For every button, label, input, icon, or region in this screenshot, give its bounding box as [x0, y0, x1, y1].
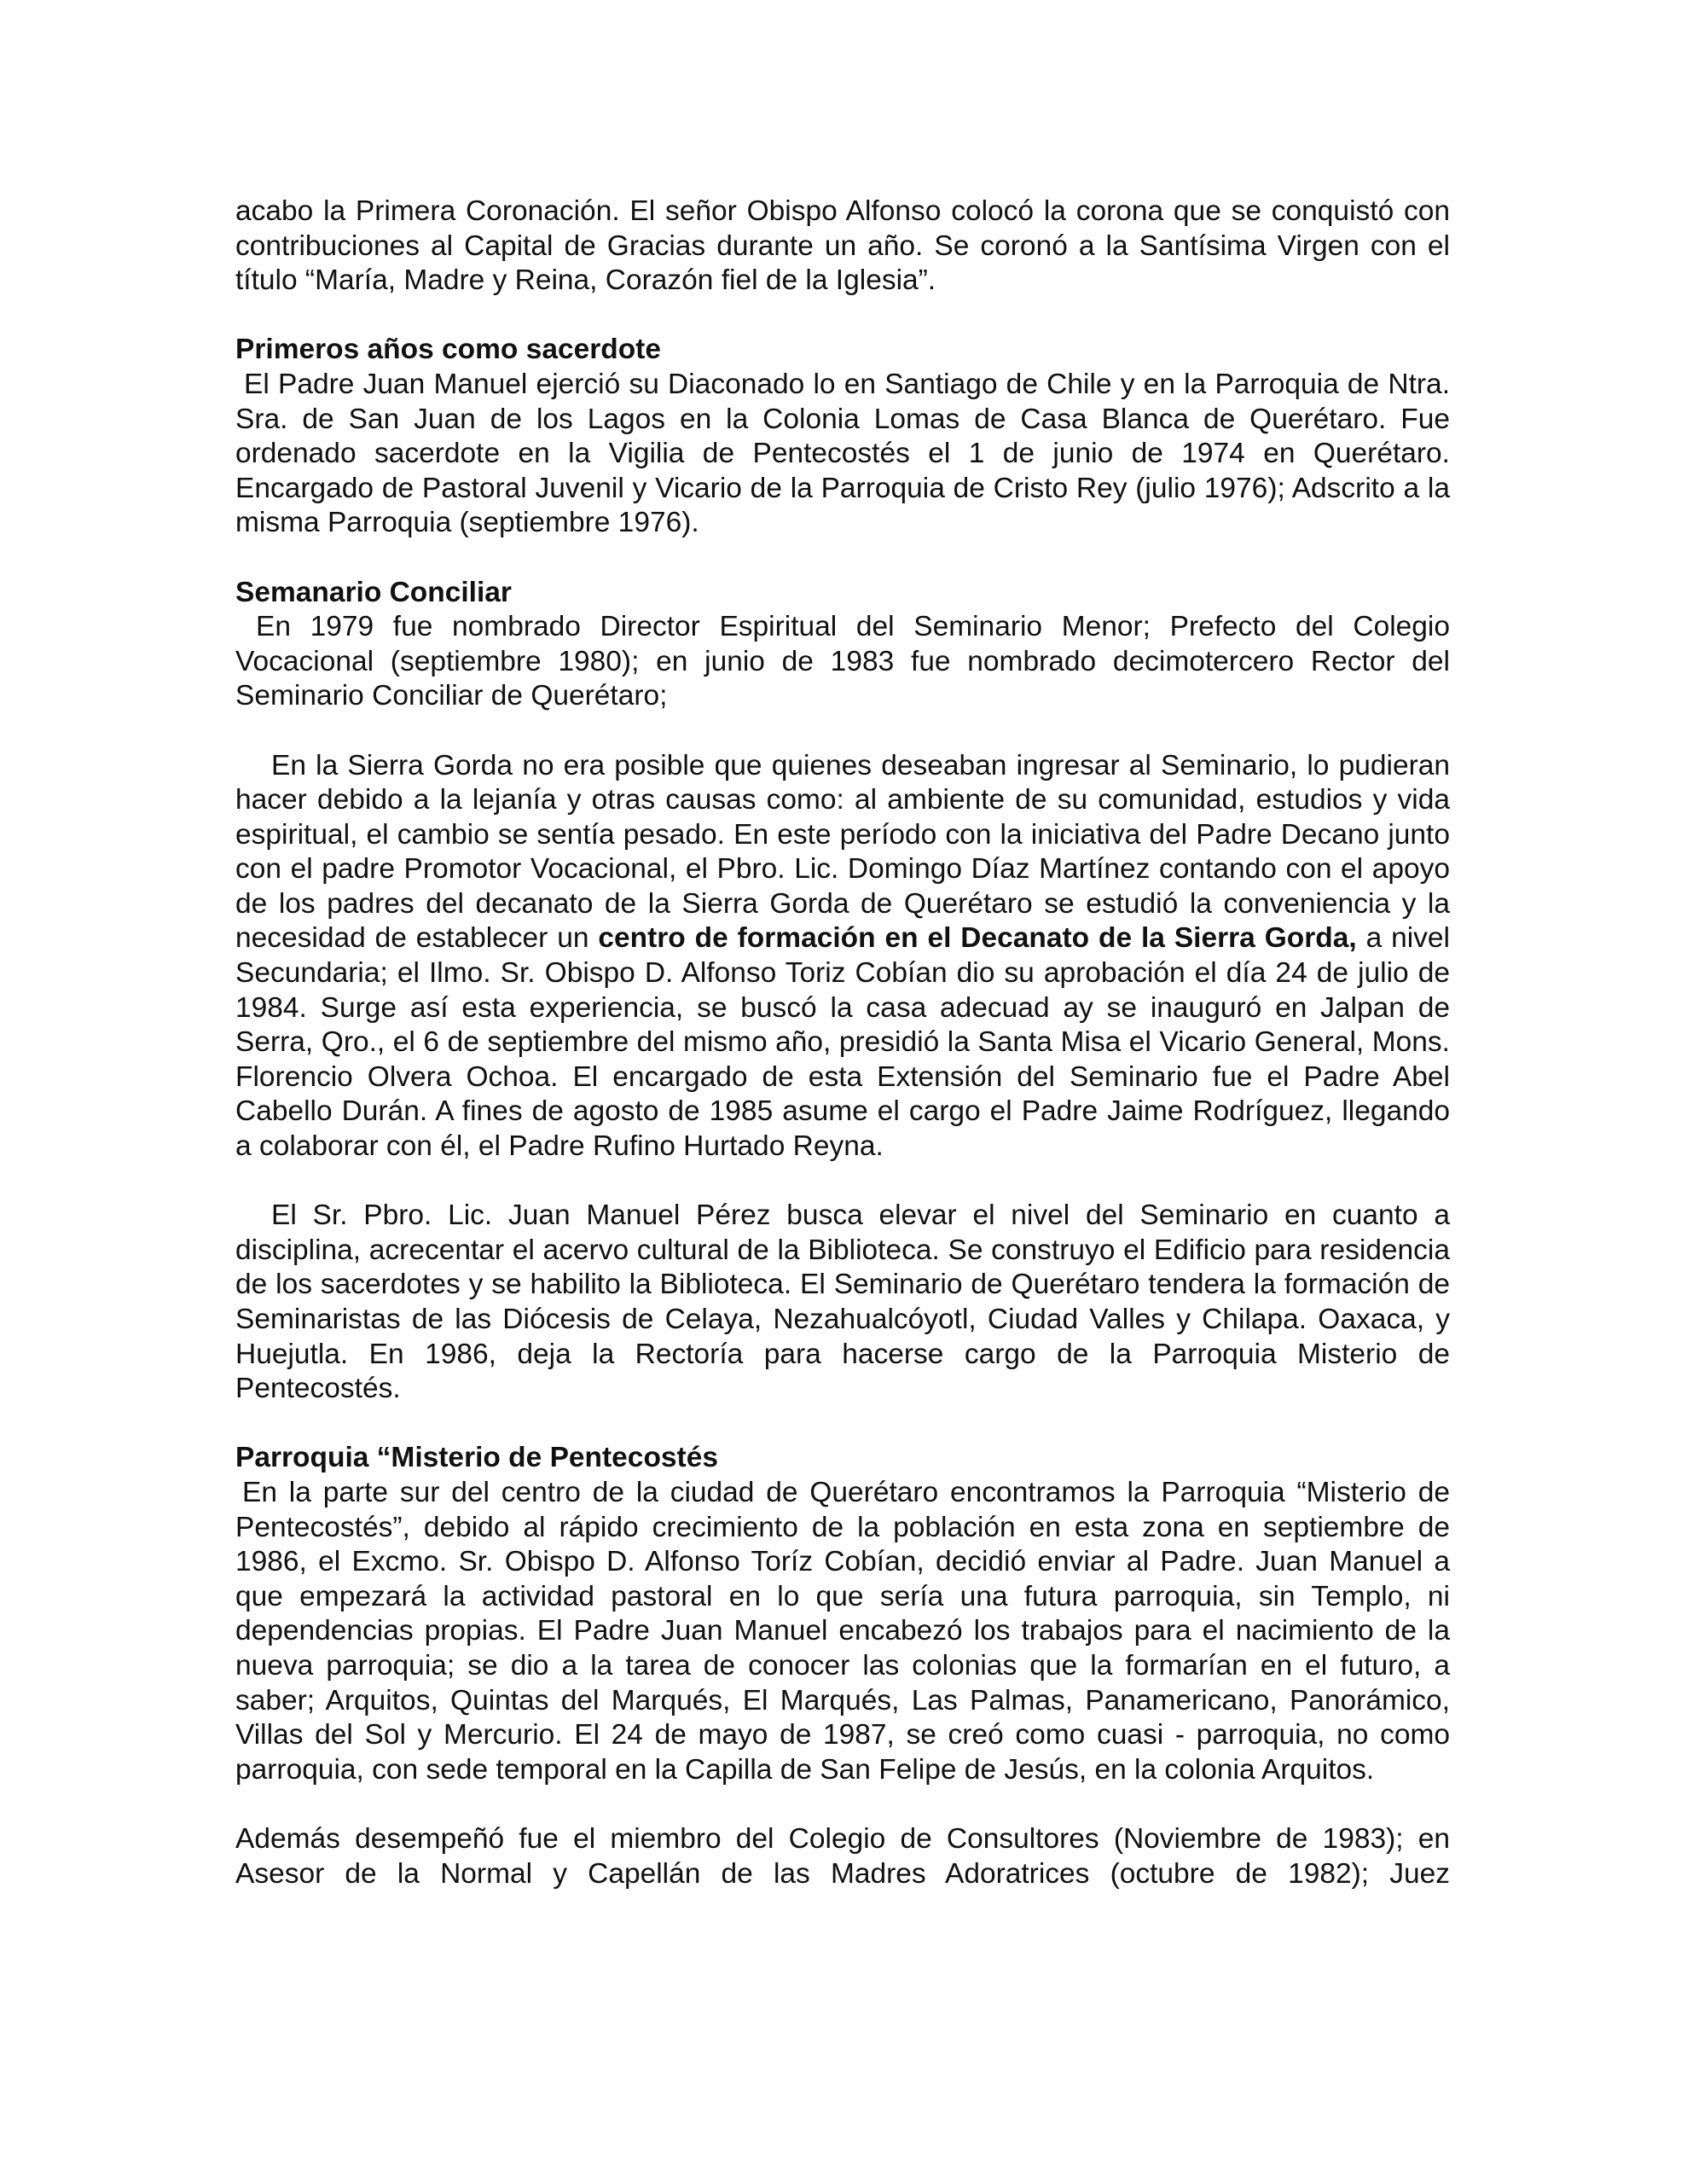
section-heading-parroquia: Parroquia “Misterio de Pentecostés: [235, 1442, 718, 1474]
primeros-paragraph: El Padre Juan Manuel ejerció su Diaconado lo en Santiago de Chile y en la Parroquia de Ntra. Sra. de San Juan de los Lagos en la Colonia Lomas de Casa Blanca de Querétaro. Fue ordenado sacerdote en la Vigilia de Pentecostés el 1 de junio de 1974 en Querétaro. Encargado de Pastoral Juvenil y Vicario de la Parroquia de Cristo Rey (julio 1976); Adscrito a la misma Parroquia (septiembre 1976).: [235, 368, 1450, 539]
intro-paragraph: acabo la Primera Coronación. El señor Obispo Alfonso colocó la corona que se conquistó con contribuciones al Capital de Gracias durante un año. Se coronó a la Santísima Virgen con el título “María, Madre y Reina, Corazón fiel de la Iglesia”.: [235, 195, 1450, 297]
seminario-paragraph-2: [235, 749, 1450, 1165]
seminario-paragraph-3: El Sr. Pbro. Lic. Juan Manuel Pérez busca elevar el nivel del Seminario en cuanto a disciplina, acrecentar el acervo cultural de la Biblioteca. Se construyo el Edificio para residencia de los sacerdotes y se habilito la Biblioteca. El Seminario de Querétaro tendera la formación de Seminaristas de las Diócesis de Celaya, Nezahualcóyotl, Ciudad Valles y Chilapa. Oaxaca, y Huejutla. En 1986, deja la Rectoría para hacerse cargo de la Parroquia Misterio de Pentecostés.: [235, 1199, 1450, 1405]
seminario-paragraph-2-bold: centro de formación en el Decanato de la Sierra Gorda,: [598, 922, 1357, 955]
seminario-paragraph-2-after: a nivel Secundaria; el Ilmo. Sr. Obispo D. Alfonso Toriz Cobían dio su aprobación el día 24 de julio de 1984. Surge así esta experiencia, se buscó la casa adecuad ay se inauguró en Jalpan de Serra, Qro., el 6 de septiembre del mismo año, presidió la Santa Misa el Vicario General, Mons. Florencio Olvera Ochoa. El encargado de esta Extensión del Seminario fue el Padre Abel Cabello Durán. A fines de agosto de 1985 asume el cargo el Padre Jaime Rodríguez, llegando a colaborar con él, el Padre Rufino Hurtado Reyna.: [235, 922, 1450, 1163]
closing-paragraph: Además desempeñó fue el miembro del Colegio de Consultores (Noviembre de 1983); en Asesor de la Normal y Capellán de las Madres Adoratrices (octubre de 1982); Juez: [235, 1822, 1450, 1890]
section-heading-primeros: Primeros años como sacerdote: [235, 334, 661, 366]
seminario-paragraph-1: En 1979 fue nombrado Director Espiritual del Seminario Menor; Prefecto del Colegio Vocacional (septiembre 1980); en junio de 1983 fue nombrado decimotercero Rector del Seminario Conciliar de Querétaro;: [235, 611, 1450, 712]
section-heading-seminario: Semanario Conciliar: [235, 576, 512, 608]
document-page: [235, 195, 1450, 1891]
seminario-paragraph-2-before: En la Sierra Gorda no era posible que quienes deseaban ingresar al Seminario, lo pudieran hacer debido a la lejanía y otras causas como: al ambiente de su comunidad, estudios y vida espiritual, el cambio se sentía pesado. En este período con la iniciativa del Padre Decano junto con el padre Promotor Vocacional, el Pbro. Lic. Domingo Díaz Martínez contando con el apoyo de los padres del decanato de la Sierra Gorda de Querétaro se estudió la conveniencia y la necesidad de establecer un: [235, 749, 1450, 955]
parroquia-paragraph: En la parte sur del centro de la ciudad de Querétaro encontramos la Parroquia “Misterio de Pentecostés”, debido al rápido crecimiento de la población en esta zona en septiembre de 1986, el Excmo. Sr. Obispo D. Alfonso Toríz Cobían, decidió enviar al Padre. Juan Manuel a que empezará la actividad pastoral en lo que sería una futura parroquia, sin Templo, ni dependencias propias. El Padre Juan Manuel encabezó los trabajos para el nacimiento de la nueva parroquia; se dio a la tarea de conocer las colonias que la formarían en el futuro, a saber; Arquitos, Quintas del Marqués, El Marqués, Las Palmas, Panamericano, Panorámico, Villas del Sol y Mercurio. El 24 de mayo de 1987, se creó como cuasi - parroquia, no como parroquia, con sede temporal en la Capilla de San Felipe de Jesús, en la colonia Arquitos.: [235, 1476, 1450, 1786]
